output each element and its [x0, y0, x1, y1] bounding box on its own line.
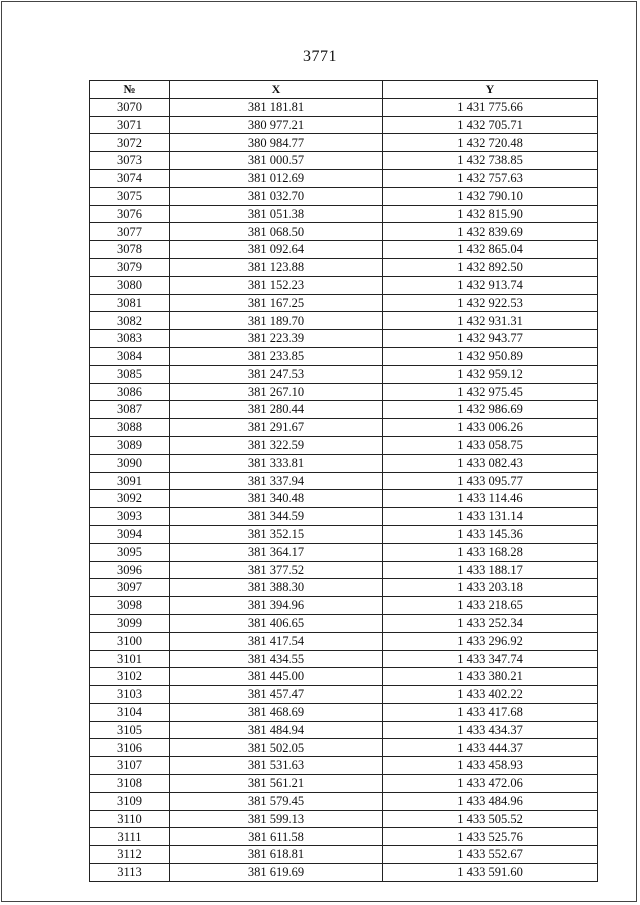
table-row [90, 241, 598, 259]
cell-y: 1 432 720.48 [383, 134, 598, 152]
cell-number: 3076 [90, 205, 170, 223]
cell-number: 3105 [90, 721, 170, 739]
column-header-number: № [90, 81, 170, 99]
table-row [90, 614, 598, 632]
cell-x: 381 233.85 [170, 347, 383, 365]
column-header-y: Y [383, 81, 598, 99]
cell-x: 380 977.21 [170, 116, 383, 134]
table-row [90, 775, 598, 793]
cell-number: 3094 [90, 525, 170, 543]
cell-x: 381 531.63 [170, 757, 383, 775]
cell-y: 1 432 943.77 [383, 330, 598, 348]
cell-y: 1 433 296.92 [383, 632, 598, 650]
cell-x: 381 394.96 [170, 597, 383, 615]
table-row [90, 686, 598, 704]
cell-y: 1 433 472.06 [383, 775, 598, 793]
table-row [90, 543, 598, 561]
cell-y: 1 433 434.37 [383, 721, 598, 739]
table-row [90, 650, 598, 668]
cell-x: 381 468.69 [170, 703, 383, 721]
cell-x: 381 291.67 [170, 419, 383, 437]
cell-y: 1 432 959.12 [383, 365, 598, 383]
cell-number: 3109 [90, 792, 170, 810]
cell-x: 381 352.15 [170, 525, 383, 543]
cell-x: 381 012.69 [170, 169, 383, 187]
cell-number: 3074 [90, 169, 170, 187]
cell-y: 1 433 525.76 [383, 828, 598, 846]
cell-y: 1 432 705.71 [383, 116, 598, 134]
cell-number: 3096 [90, 561, 170, 579]
table-row [90, 436, 598, 454]
cell-x: 381 502.05 [170, 739, 383, 757]
table-row [90, 98, 598, 116]
cell-number: 3081 [90, 294, 170, 312]
cell-y: 1 432 757.63 [383, 169, 598, 187]
cell-number: 3084 [90, 347, 170, 365]
cell-x: 381 434.55 [170, 650, 383, 668]
table-row [90, 134, 598, 152]
cell-y: 1 432 892.50 [383, 258, 598, 276]
table-row [90, 561, 598, 579]
table-row [90, 632, 598, 650]
cell-y: 1 433 006.26 [383, 419, 598, 437]
cell-y: 1 432 922.53 [383, 294, 598, 312]
cell-x: 381 337.94 [170, 472, 383, 490]
table-row [90, 116, 598, 134]
table-row [90, 792, 598, 810]
cell-x: 381 484.94 [170, 721, 383, 739]
cell-x: 381 344.59 [170, 508, 383, 526]
cell-x: 381 333.81 [170, 454, 383, 472]
cell-number: 3070 [90, 98, 170, 116]
cell-y: 1 433 145.36 [383, 525, 598, 543]
cell-y: 1 432 839.69 [383, 223, 598, 241]
page-number: 3771 [303, 48, 337, 65]
cell-y: 1 433 380.21 [383, 668, 598, 686]
table-row [90, 330, 598, 348]
table-row [90, 579, 598, 597]
cell-number: 3100 [90, 632, 170, 650]
table-row [90, 294, 598, 312]
cell-x: 381 417.54 [170, 632, 383, 650]
cell-number: 3107 [90, 757, 170, 775]
cell-number: 3088 [90, 419, 170, 437]
cell-number: 3082 [90, 312, 170, 330]
cell-y: 1 432 975.45 [383, 383, 598, 401]
cell-number: 3075 [90, 187, 170, 205]
table-row [90, 205, 598, 223]
cell-x: 381 092.64 [170, 241, 383, 259]
cell-x: 381 000.57 [170, 152, 383, 170]
cell-x: 381 152.23 [170, 276, 383, 294]
cell-number: 3086 [90, 383, 170, 401]
table-row [90, 223, 598, 241]
cell-number: 3083 [90, 330, 170, 348]
cell-number: 3112 [90, 846, 170, 864]
cell-y: 1 433 347.74 [383, 650, 598, 668]
cell-number: 3106 [90, 739, 170, 757]
cell-number: 3097 [90, 579, 170, 597]
cell-number: 3091 [90, 472, 170, 490]
cell-y: 1 431 775.66 [383, 98, 598, 116]
cell-x: 381 561.21 [170, 775, 383, 793]
cell-number: 3099 [90, 614, 170, 632]
cell-x: 381 123.88 [170, 258, 383, 276]
cell-x: 381 619.69 [170, 864, 383, 882]
cell-x: 381 618.81 [170, 846, 383, 864]
cell-x: 381 247.53 [170, 365, 383, 383]
cell-x: 381 579.45 [170, 792, 383, 810]
coordinates-table [89, 80, 598, 882]
cell-x: 381 223.39 [170, 330, 383, 348]
cell-x: 381 267.10 [170, 383, 383, 401]
cell-number: 3103 [90, 686, 170, 704]
cell-number: 3095 [90, 543, 170, 561]
table-row [90, 721, 598, 739]
cell-y: 1 433 402.22 [383, 686, 598, 704]
cell-y: 1 433 082.43 [383, 454, 598, 472]
cell-x: 381 611.58 [170, 828, 383, 846]
cell-number: 3093 [90, 508, 170, 526]
cell-x: 381 599.13 [170, 810, 383, 828]
cell-y: 1 432 738.85 [383, 152, 598, 170]
cell-number: 3108 [90, 775, 170, 793]
table-row [90, 419, 598, 437]
cell-number: 3113 [90, 864, 170, 882]
cell-y: 1 433 095.77 [383, 472, 598, 490]
table-row [90, 258, 598, 276]
table-row [90, 347, 598, 365]
cell-y: 1 432 986.69 [383, 401, 598, 419]
cell-number: 3080 [90, 276, 170, 294]
table-row [90, 846, 598, 864]
cell-number: 3098 [90, 597, 170, 615]
table-row [90, 508, 598, 526]
cell-x: 380 984.77 [170, 134, 383, 152]
table-row [90, 668, 598, 686]
table-row [90, 152, 598, 170]
cell-x: 381 068.50 [170, 223, 383, 241]
cell-number: 3078 [90, 241, 170, 259]
cell-number: 3085 [90, 365, 170, 383]
cell-y: 1 432 865.04 [383, 241, 598, 259]
cell-x: 381 181.81 [170, 98, 383, 116]
cell-x: 381 032.70 [170, 187, 383, 205]
table-row [90, 597, 598, 615]
table-body [90, 98, 598, 881]
cell-y: 1 433 218.65 [383, 597, 598, 615]
table-row [90, 739, 598, 757]
cell-x: 381 406.65 [170, 614, 383, 632]
cell-number: 3087 [90, 401, 170, 419]
cell-x: 381 445.00 [170, 668, 383, 686]
cell-number: 3072 [90, 134, 170, 152]
cell-number: 3092 [90, 490, 170, 508]
table-row [90, 169, 598, 187]
cell-x: 381 457.47 [170, 686, 383, 704]
table-row [90, 864, 598, 882]
table-row [90, 187, 598, 205]
cell-y: 1 433 552.67 [383, 846, 598, 864]
table-row [90, 401, 598, 419]
cell-number: 3090 [90, 454, 170, 472]
cell-y: 1 433 203.18 [383, 579, 598, 597]
cell-x: 381 364.17 [170, 543, 383, 561]
cell-x: 381 167.25 [170, 294, 383, 312]
table-row [90, 757, 598, 775]
cell-x: 381 189.70 [170, 312, 383, 330]
cell-y: 1 433 252.34 [383, 614, 598, 632]
cell-y: 1 433 444.37 [383, 739, 598, 757]
table-row [90, 472, 598, 490]
cell-x: 381 322.59 [170, 436, 383, 454]
cell-y: 1 432 950.89 [383, 347, 598, 365]
cell-y: 1 433 505.52 [383, 810, 598, 828]
column-header-x: X [170, 81, 383, 99]
cell-y: 1 432 913.74 [383, 276, 598, 294]
cell-number: 3111 [90, 828, 170, 846]
cell-y: 1 433 168.28 [383, 543, 598, 561]
table-row [90, 454, 598, 472]
cell-x: 381 388.30 [170, 579, 383, 597]
cell-y: 1 433 131.14 [383, 508, 598, 526]
cell-number: 3110 [90, 810, 170, 828]
table-header-row [90, 81, 598, 99]
table-row [90, 810, 598, 828]
cell-y: 1 432 931.31 [383, 312, 598, 330]
cell-y: 1 433 058.75 [383, 436, 598, 454]
table-row [90, 276, 598, 294]
cell-number: 3102 [90, 668, 170, 686]
cell-y: 1 432 815.90 [383, 205, 598, 223]
cell-y: 1 433 114.46 [383, 490, 598, 508]
cell-y: 1 433 458.93 [383, 757, 598, 775]
cell-y: 1 433 484.96 [383, 792, 598, 810]
table-row [90, 490, 598, 508]
cell-number: 3079 [90, 258, 170, 276]
cell-y: 1 433 188.17 [383, 561, 598, 579]
cell-x: 381 051.38 [170, 205, 383, 223]
table-row [90, 365, 598, 383]
table-row [90, 383, 598, 401]
table-row [90, 703, 598, 721]
cell-number: 3071 [90, 116, 170, 134]
cell-number: 3089 [90, 436, 170, 454]
table-row [90, 312, 598, 330]
cell-number: 3077 [90, 223, 170, 241]
cell-number: 3073 [90, 152, 170, 170]
cell-y: 1 432 790.10 [383, 187, 598, 205]
table-row [90, 828, 598, 846]
cell-y: 1 433 591.60 [383, 864, 598, 882]
table-row [90, 525, 598, 543]
cell-x: 381 280.44 [170, 401, 383, 419]
cell-number: 3101 [90, 650, 170, 668]
cell-y: 1 433 417.68 [383, 703, 598, 721]
cell-number: 3104 [90, 703, 170, 721]
cell-x: 381 340.48 [170, 490, 383, 508]
cell-x: 381 377.52 [170, 561, 383, 579]
